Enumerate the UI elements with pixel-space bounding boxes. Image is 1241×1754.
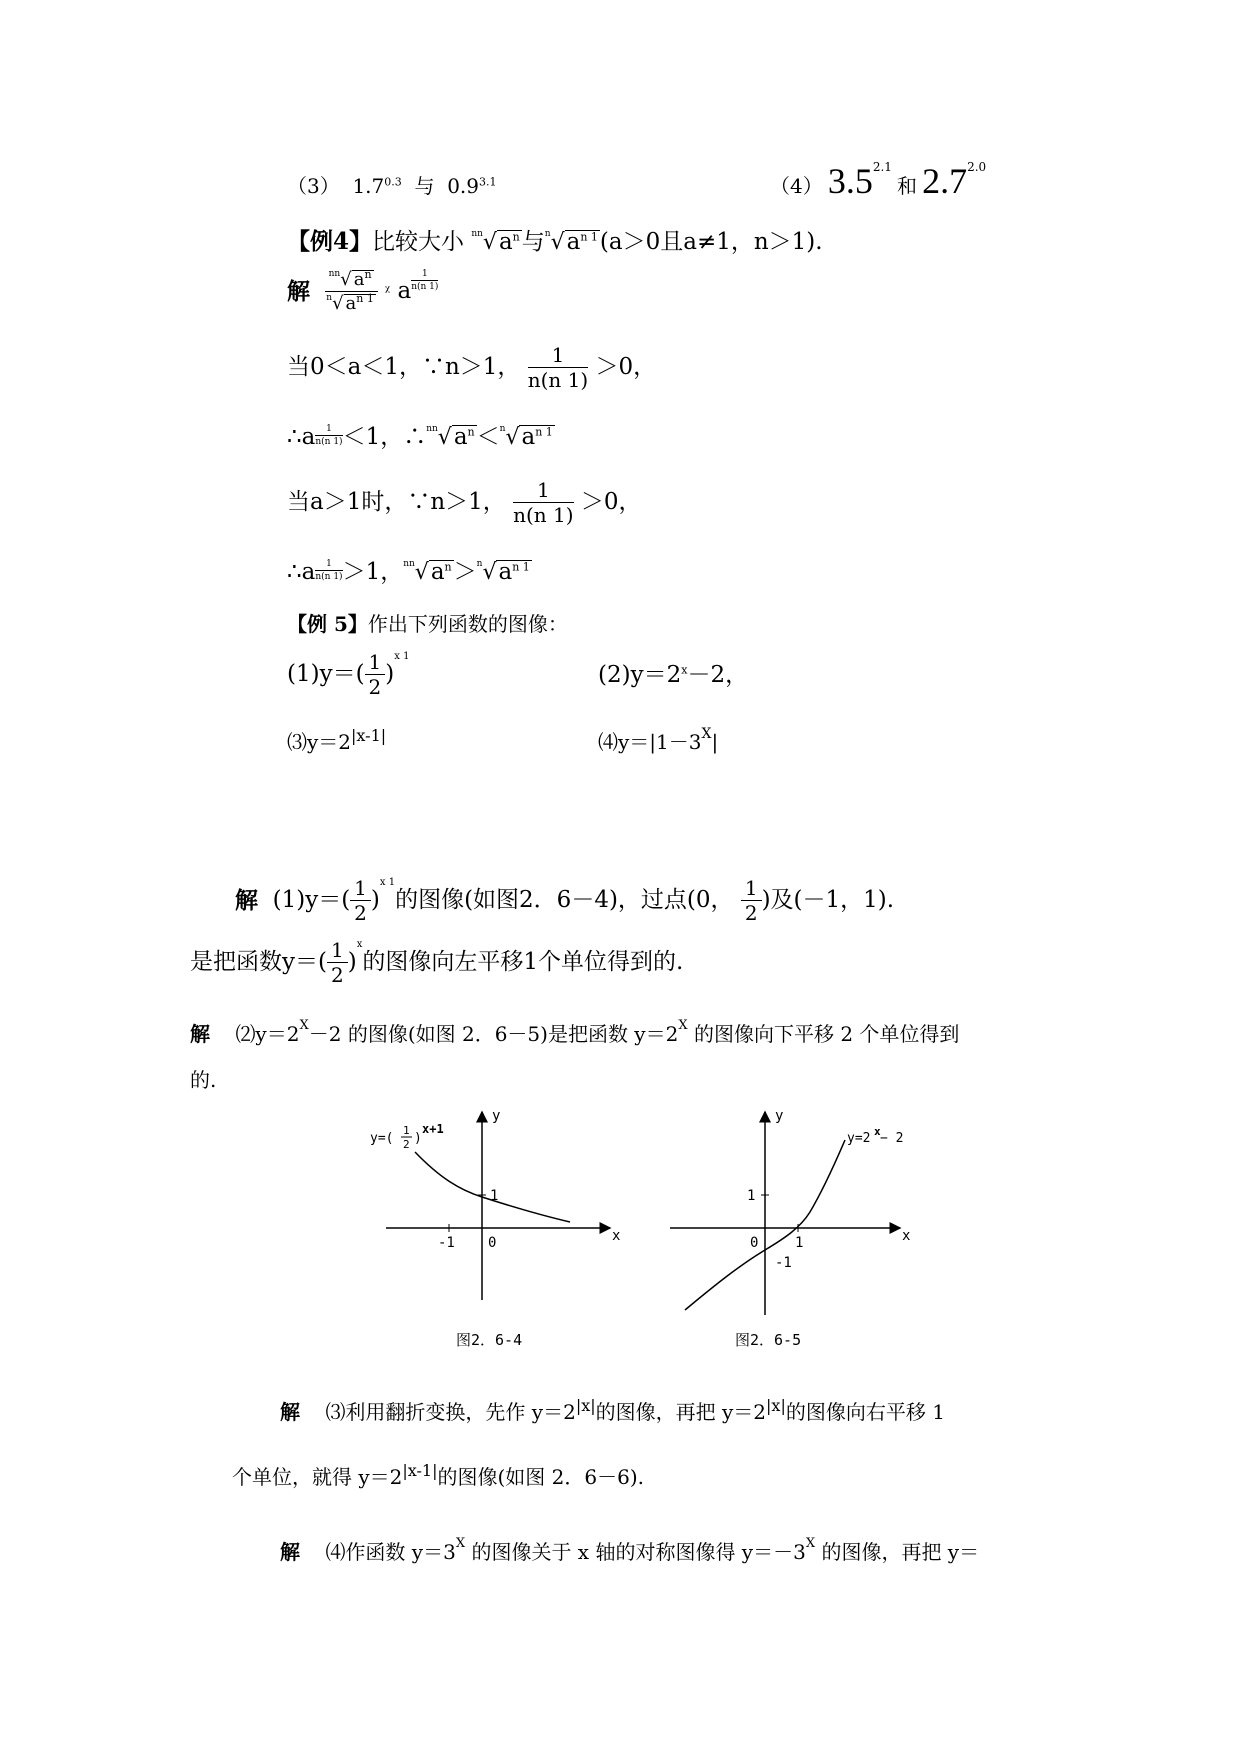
- fig2-func-exp: x: [874, 1125, 881, 1138]
- example5-f4: [598, 726, 718, 755]
- solution3-exp-a: |x|: [575, 1396, 596, 1415]
- example4-solution-line: [287, 270, 438, 340]
- example4-case2: [287, 480, 642, 525]
- solution2-exp-a: X: [299, 1018, 309, 1033]
- solution1-text: 的图像(如图2．6－4)，过点(0，: [395, 887, 734, 913]
- fig1-x-label: x: [612, 1228, 621, 1244]
- problem-4-exp-b: 2.0: [967, 160, 987, 174]
- problem-4-exp-a: 2.1: [872, 160, 892, 174]
- solution3-line1: [280, 1396, 945, 1425]
- fig1-func-num: 1: [403, 1124, 410, 1137]
- solution3-line2: [232, 1461, 644, 1490]
- solution4-exp-b: X: [805, 1536, 816, 1551]
- case2-den: n(n 1): [513, 503, 574, 527]
- rad-a-body: a: [498, 229, 513, 255]
- f1-post: ): [385, 661, 395, 687]
- fig1-func-exp: x+1: [422, 1122, 444, 1136]
- fig2-y-label: y: [775, 1108, 784, 1124]
- example4-mid: 与: [521, 229, 545, 255]
- solution2-text-b: －2 的图像(如图 2．6－5)是把函数 y＝2: [308, 1022, 679, 1046]
- f4-post: |: [711, 730, 719, 754]
- f2-base: (2)y＝2: [598, 662, 682, 688]
- problem-4-base-a: 3.5: [827, 161, 873, 201]
- f1-frac: [365, 652, 386, 697]
- solution1-label: 解: [235, 887, 258, 914]
- fig1-caption: 图2．6-4: [456, 1331, 523, 1349]
- res1-pre: ∴a: [287, 424, 316, 450]
- fig2-tick-y-label: 1: [747, 1188, 756, 1204]
- problem-3-expr-a: 1.7: [352, 174, 385, 198]
- problem-3-expr-b: 0.9: [447, 174, 480, 198]
- solution4-text-a: ⑷作函数 y＝3: [325, 1540, 456, 1564]
- rad-a-exp: n: [512, 230, 520, 244]
- problem-4-label: （4）: [770, 174, 823, 198]
- solution1-num: 1: [350, 878, 371, 901]
- solution1-pnum: 1: [741, 878, 762, 901]
- example5-tag: 【例 5】: [287, 612, 368, 636]
- example4-solution-label: 解: [287, 278, 310, 305]
- res2-mid: ＞1，: [342, 559, 404, 585]
- sol-ratio-num: $^{nn}$√ $a^n$: [325, 270, 378, 292]
- solution2-line2: [190, 1064, 216, 1093]
- case2-frac: [513, 480, 573, 525]
- solution1-point-frac: [741, 878, 762, 923]
- fig1-func-den: 2: [403, 1138, 410, 1151]
- sol-exp-den: n(n 1): [411, 282, 439, 292]
- problem-4: [770, 160, 986, 202]
- fig1-curve: [415, 1152, 570, 1222]
- fig2-origin-label: 0: [750, 1235, 759, 1251]
- example5-title: 作出下列函数的图像：: [367, 612, 568, 636]
- case1-post: ＞0，: [595, 354, 657, 380]
- case1-pre: 当0＜a＜1，∵n＞1，: [287, 354, 521, 380]
- solution3-text-c: 的图像向右平移 1: [785, 1400, 945, 1424]
- example5-f2: [598, 664, 748, 687]
- f4-base: ⑷y＝|1－3: [598, 730, 702, 754]
- fig1-func-label: y=(: [370, 1131, 394, 1146]
- rad-b-exp: n 1: [580, 230, 598, 244]
- f3-base: ⑶y＝2: [287, 730, 352, 754]
- example4-case1: [287, 345, 656, 390]
- res1-exp-num: 1: [315, 425, 342, 436]
- case2-post: ＞0，: [580, 489, 642, 515]
- solution1-line1: [235, 878, 894, 923]
- example5-f1: [287, 652, 409, 697]
- fig2-func-label: y=2: [847, 1131, 871, 1146]
- fig1-tick-x-label: -1: [438, 1235, 455, 1251]
- case1-num: 1: [528, 345, 588, 368]
- solution2-text-a: ⑵y＝2: [235, 1022, 300, 1046]
- problem-3-exp-b: 3.1: [479, 175, 497, 189]
- solution2-line2-text: 的.: [190, 1068, 217, 1092]
- example5-f3: [287, 726, 386, 755]
- solution2-exp-b: X: [678, 1018, 688, 1033]
- fig1-tick-y-label: 1: [490, 1188, 499, 1204]
- res2-relation: ＞: [453, 559, 477, 585]
- res2-exp-frac: [315, 560, 342, 582]
- rad-a-index: n: [471, 229, 478, 239]
- res1-mid: ＜1，∴: [342, 424, 427, 450]
- figure-2-6-4: [370, 1100, 630, 1350]
- res1-exp-frac: [315, 425, 342, 447]
- solution1-line2-pre: 是把函数y＝(: [190, 949, 327, 975]
- sol-ratio-den: $^n$√ $a^{n 1}$: [326, 292, 374, 314]
- solution4-text-b: 的图像关于 x 轴的对称图像得 y＝－3: [465, 1540, 806, 1564]
- res2-exp-num: 1: [315, 560, 342, 571]
- example4-title: 比较大小: [372, 229, 465, 255]
- f1-num: 1: [365, 652, 386, 675]
- example4-heading: 【例4】比较大小 $^{nn}√a^n$与$^n√a^{n 1}(a>0$且a≠1，n＞1).: [287, 228, 823, 255]
- f4-exp: X: [701, 726, 712, 742]
- rad-b-index: n: [544, 229, 551, 239]
- sol-equals-sign: ᵡ: [384, 283, 391, 300]
- problem-3-exp-a: 0.3: [384, 175, 402, 189]
- solution1-line2-tail: 的图像向左平移1个单位得到的.: [362, 949, 684, 975]
- example4-condition: (a＞0且a≠1，n＞1).: [599, 229, 823, 255]
- solution1-pre: (1)y＝(: [272, 887, 351, 913]
- f2-post: －2，: [687, 662, 749, 688]
- solution1-line2-exp: x: [356, 939, 363, 950]
- example4-result2: ∴a $\frac{1}{n(n 1)}$ ＞1，$^{nn}√a^n>^n√a^{n 1}$: [287, 559, 530, 585]
- problem-4-base-b: 2.7: [922, 161, 968, 201]
- solution1-pden: 2: [744, 901, 758, 925]
- solution4-label: 解: [280, 1540, 300, 1564]
- solution1-den: 2: [354, 901, 367, 925]
- fig2-tick-y-neg-label: -1: [775, 1255, 792, 1271]
- solution3-label: 解: [280, 1400, 300, 1424]
- solution4-line1: [280, 1536, 979, 1565]
- solution4-exp-a: X: [455, 1536, 466, 1551]
- rad-b: [565, 230, 600, 254]
- fig1-origin-label: 0: [488, 1235, 497, 1251]
- problem-3-mid: 与: [414, 174, 435, 198]
- solution1-tail: )及(－1，1).: [761, 887, 895, 913]
- solution1-frac: [350, 878, 371, 923]
- f1-den: 2: [368, 675, 382, 699]
- sol-a: a: [397, 278, 412, 304]
- rad-a-inner-index: n: [477, 229, 483, 239]
- case2-num: 1: [513, 480, 573, 503]
- f1-pre: (1)y＝(: [287, 661, 365, 687]
- solution1-exp: x 1: [379, 877, 396, 888]
- sol-ratio-frac: [325, 270, 378, 313]
- solution1-post: ): [370, 887, 380, 913]
- res2-exp-den: n(n 1): [315, 572, 343, 582]
- res1-relation: ＜: [476, 424, 500, 450]
- problem-3-label: （3）: [287, 174, 340, 198]
- solution4-text-c: 的图像，再把 y＝: [815, 1540, 980, 1564]
- fig2-caption: 图2．6-5: [735, 1331, 802, 1349]
- solution1-line2-den: 2: [330, 963, 344, 987]
- case1-frac: [528, 345, 588, 390]
- solution1-line2-post: ): [347, 949, 357, 975]
- res1-exp-den: n(n 1): [315, 437, 343, 447]
- sol-exp-frac: [411, 270, 438, 292]
- case2-pre: 当a＞1时，∵n＞1，: [287, 489, 506, 515]
- rad-a: [497, 230, 522, 254]
- fig1-y-label: y: [492, 1108, 501, 1124]
- solution3-text-a: ⑶利用翻折变换，先作 y＝2: [325, 1400, 576, 1424]
- sol-exp-num: 1: [411, 270, 438, 281]
- solution3-exp-b: |x|: [766, 1396, 786, 1415]
- solution3-text-b: 的图像，再把 y＝2: [595, 1400, 767, 1424]
- solution3-line2-b: 的图像(如图 2．6－6).: [437, 1465, 644, 1489]
- rad-b-body: a: [566, 229, 581, 255]
- solution1-line2-frac: [327, 940, 348, 985]
- fig1-func-post: ): [414, 1131, 422, 1146]
- res2-pre: ∴a: [287, 559, 316, 585]
- fig2-x-label: x: [902, 1228, 911, 1244]
- example4-result1: ∴a $\frac{1}{n(n 1)}$ ＜1，$\therefore^{nn}√a^n<^n√a^{n 1}$: [287, 424, 553, 450]
- f1-exp: x 1: [394, 651, 410, 662]
- problem-3: [287, 170, 497, 199]
- figure-2-6-5: [655, 1100, 915, 1350]
- solution1-line2: [190, 940, 683, 985]
- fig2-tick-x-label: 1: [795, 1235, 804, 1251]
- case1-den: n(n 1): [527, 368, 589, 392]
- solution2-line1: [190, 1018, 959, 1047]
- solution2-text-c: 的图像向下平移 2 个单位得到: [687, 1022, 960, 1046]
- solution3-line2-exp: |x-1|: [402, 1461, 438, 1480]
- example4-tag: 【例4】: [287, 228, 373, 255]
- f2-exp: x: [681, 663, 688, 677]
- fig2-func-tail: − 2: [880, 1131, 904, 1146]
- problem-4-mid: 和: [897, 174, 918, 198]
- solution1-line2-num: 1: [327, 940, 348, 963]
- f3-exp: |x-1|: [351, 726, 387, 745]
- example5-heading: [287, 608, 568, 637]
- solution2-label: 解: [190, 1022, 210, 1046]
- solution3-line2-a: 个单位，就得 y＝2: [232, 1465, 403, 1489]
